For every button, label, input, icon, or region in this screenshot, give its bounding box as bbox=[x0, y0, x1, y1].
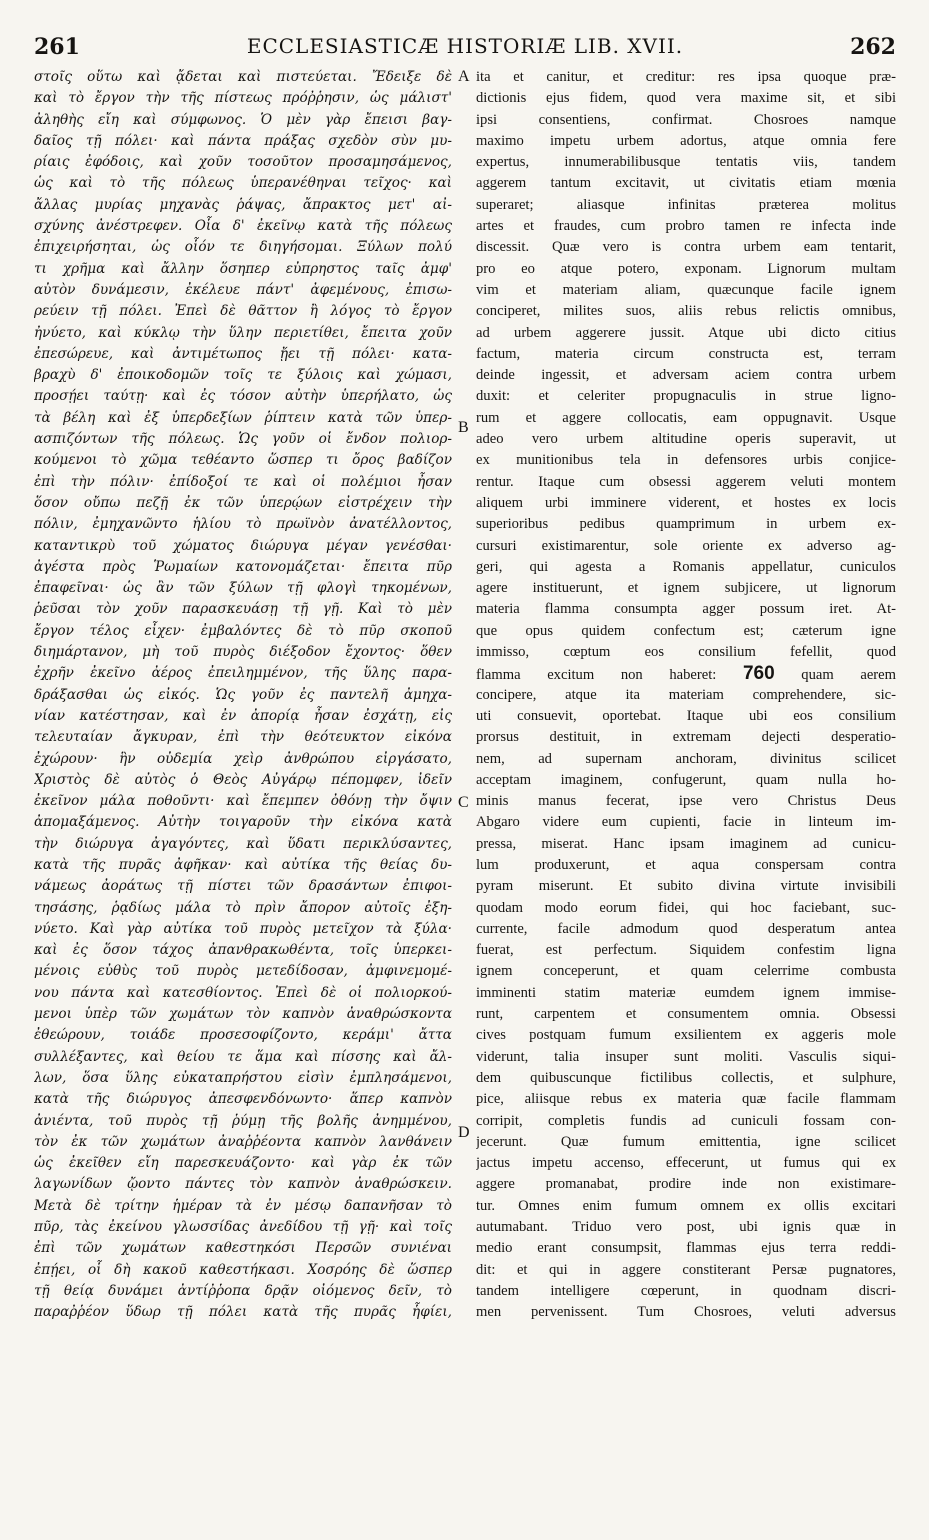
latin-text-line: concipere, atque ita materiam comprehendere, sic- bbox=[476, 686, 896, 703]
greek-text-line: πόλιν, ἐμηχανῶντο ἡλίου τὸ πρωϊνὸν ἀνατέλλοντος, bbox=[34, 516, 452, 533]
greek-text-line: ρεύειν τῇ πόλει. Ἐπεὶ δὲ θᾶττον ἢ λόγος τὸ ἔργον bbox=[34, 303, 452, 320]
latin-text-line: minis manus fecerat, ipse vero Christus Deus bbox=[476, 793, 896, 810]
greek-text-line: νίαν κατέστησαν, καὶ ἐν ἀπορίᾳ ἦσαν ἐσχάτῃ, εἰς bbox=[34, 707, 452, 724]
greek-text-line: Μετὰ δὲ τρίτην ἡμέραν τὰ ἐν μέσῳ δαπανῆσαν τὸ bbox=[34, 1197, 452, 1214]
latin-text-line: rum et aggere collocatis, eam oppugnavit. Usque bbox=[476, 409, 896, 426]
latin-text-line: adeo vero urbem altitudine operis superavit, ut bbox=[476, 431, 896, 448]
latin-text-line: que opus quidem confectum est; cæterum igne bbox=[476, 622, 896, 639]
greek-text-line: ὅσον οὔπω πεζῇ ἐκ τῶν ὑπερῴων εἰστρέχειν τὴν bbox=[34, 494, 452, 511]
greek-text-line: ῥεῦσαι τὸν χοῦν παρασκευάσῃ τῇ γῇ. Καὶ τὸ μὲν bbox=[34, 601, 452, 618]
greek-text-line: ἄλλας μυρίας μηχανὰς ῥάψας, ἄπρακτος μετ' αἰ- bbox=[34, 196, 452, 213]
greek-text-line: κατὰ τῆς διώρυγος ἀπεσφενδόνωντο· ἅπερ καπνὸν bbox=[34, 1091, 452, 1108]
greek-text-line: ἐπιχειρήσηται, ὡς οἷόν τε διηγήσομαι. Ξύλων πολύ bbox=[34, 239, 452, 256]
greek-text-line: ἐθεώρουν, τοιάδε προσεσοφίζοντο, κεράμι' ἄττα bbox=[34, 1027, 452, 1044]
latin-text-line: tandem intelligere cœperunt, in quodnam discri- bbox=[476, 1282, 896, 1299]
latin-text-line: ad urbem aggerere jussit. Atque ubi dicto citius bbox=[476, 324, 896, 341]
latin-text-line: aliquem urbi imminere viderent, et hostes ex locis bbox=[476, 494, 896, 511]
greek-text-line: διημάρτανον, μὴ τοῦ πυρὸς διέξοδον ἔχοντος· ὅθεν bbox=[34, 644, 452, 661]
greek-text-line: τὴν διώρυγα ἀγαγόντες, καὶ ὕδατι περικλύσαντες, bbox=[34, 835, 452, 852]
greek-text-line: βραχὺ δ' ἐποικοδομῶν τοῖς τε ξύλοις καὶ χώμασι, bbox=[34, 367, 452, 384]
greek-text-line: νου πάντα καὶ κατεσθίοντος. Ἐπεὶ δὲ οἱ πολιορκού- bbox=[34, 984, 452, 1001]
running-header bbox=[34, 34, 896, 64]
greek-text-line: ἀγέστα πρὸς Ῥωμαίων κατονομάζεται· ἔπειτα πῦρ bbox=[34, 558, 452, 575]
latin-text-line: medio erant consumpsit, flammas ejus terra reddi- bbox=[476, 1240, 896, 1257]
latin-text-line: geri, qui agesta a Romanis appellatur, cuniculos bbox=[476, 558, 896, 575]
latin-text-line: ipsi consentiens, confirmat. Chosroes namque bbox=[476, 111, 896, 128]
greek-text-column bbox=[34, 67, 452, 1324]
latin-text-line: expertus, innumerabilibusque tentatis viis, tandem bbox=[476, 154, 896, 171]
latin-text-line: jactus impetu accenso, effecerunt, ut fumus qui ex bbox=[476, 1155, 896, 1172]
latin-text-line: pyram miserunt. Et subito divina virtute invisibili bbox=[476, 878, 896, 895]
latin-text-line: tur. Omnes enim fumum omnem ex ollis excitari bbox=[476, 1197, 896, 1214]
greek-text-line: τῇ θείᾳ δυνάμει ἀντίῤῥοπα δρᾷν οἰόμενος δεῖν, τὸ bbox=[34, 1282, 452, 1299]
latin-text-line: acceptam imaginem, confugerunt, quam nulla ho- bbox=[476, 771, 896, 788]
margin-letter-c: C bbox=[458, 794, 469, 811]
greek-text-line: ἀνιέντα, τοῦ πυρὸς τῇ ῥύμῃ τῆς βολῆς ἀνημμένου, bbox=[34, 1112, 452, 1129]
latin-text-line: superioribus pedibus quamprimum in urbem ex- bbox=[476, 516, 896, 533]
page-number-left: 261 bbox=[34, 34, 80, 60]
greek-text-line: ἀπομαξάμενος. Αὐτὴν τοιγαροῦν τὴν εἰκόνα κατὰ bbox=[34, 814, 452, 831]
latin-text-column bbox=[476, 67, 896, 1324]
latin-text-line: quodam modo eorum fidei, qui hoc faciebant, suc- bbox=[476, 899, 896, 916]
latin-text-line: imminenti statim materiæ eumdem ignem immise- bbox=[476, 984, 896, 1001]
latin-text-line: aggerem tantum excitavit, ut civitatis etiam mœnia bbox=[476, 175, 896, 192]
greek-text-line: σχύνης ἀνέστρεφεν. Οἷα δ' ἐκεῖνῳ κατὰ τῆς πόλεως bbox=[34, 218, 452, 235]
greek-text-line: καὶ ἐς ὅσον τάχος ἀπανθρακωθέντα, τοῖς ὑπερκει- bbox=[34, 942, 452, 959]
greek-text-line: λαγωνίδων ᾤοντο πάντες τὸν καπνὸν ἀναθρώσκειν. bbox=[34, 1176, 452, 1193]
margin-letter-d: D bbox=[458, 1124, 470, 1141]
greek-text-line: μενοι ὑπὲρ τῶν χωμάτων τὸν καπνὸν ἀναθρώσκοντα bbox=[34, 1006, 452, 1023]
greek-text-line: ἀληθὴς εἴη καὶ σύμφωνος. Ὁ μὲν γὰρ ἔπεισι βαγ- bbox=[34, 111, 452, 128]
greek-text-line: Χριστὸς δὲ αὐτὸς ὁ Θεὸς Αὐγάρῳ πέπομφεν, ἰδεῖν bbox=[34, 771, 452, 788]
latin-text-line: jecerunt. Quæ fumum emittentia, igne scilicet bbox=[476, 1133, 896, 1150]
latin-text-line: deinde ingessit, et adversam aciem contra urbem bbox=[476, 367, 896, 384]
latin-text-line: agere instituerunt, et ignem subjicere, ut lignorum bbox=[476, 580, 896, 597]
latin-text-line: uti consuevit, oportebat. Itaque ubi eos consilium bbox=[476, 707, 896, 724]
greek-text-line: ἐχρῆν ἐκεῖνο ἀέρος ἐπειλημμένον, τῆς ὕλης παρα- bbox=[34, 665, 452, 682]
greek-text-line: ὡς ἐκεῖθεν εἴη παρεσκευάζοντο· καὶ γὰρ ἐκ τῶν bbox=[34, 1155, 452, 1172]
latin-text-line: duxit: et celeriter propugnaculis in strue ligno- bbox=[476, 388, 896, 405]
latin-text-line: ita et canitur, et creditur: res ipsa quoque præ- bbox=[476, 69, 896, 85]
greek-text-line: αὐτὸν δυνάμεσιν, ἐκέλευε πάντ' ἀφεμένους, ἐπισω- bbox=[34, 281, 452, 298]
greek-text-line: ἐπῄει, οἷ δὴ κακοῦ καθεστήκασι. Χοσρόης δὲ ὥσπερ bbox=[34, 1261, 452, 1278]
greek-text-line: τελευταίαν ἄγκυραν, ἐπὶ τὴν θεότευκτον εἰκόνα bbox=[34, 729, 452, 746]
latin-text-line: runt, carpentem et consumentem omnia. Obsessi bbox=[476, 1006, 896, 1023]
latin-text-line: immisso, cœptum eos consilium fefellit, quod bbox=[476, 644, 896, 661]
margin-letter-a: A bbox=[458, 68, 470, 85]
latin-text-line: corripit, completis fundis ad cuniculi fossam con- bbox=[476, 1112, 896, 1129]
greek-text-line: νάμεως ἀοράτως τῇ πίστει τῶν δρασάντων ἐπιφοι- bbox=[34, 878, 452, 895]
column-page-number: 760 bbox=[742, 663, 775, 685]
greek-text-line: παραῤῥέον ὕδωρ τῇ πόλει κατὰ τῆς πυρᾶς ἧφίει, bbox=[34, 1304, 452, 1321]
latin-text-line: aggere promanabat, prodire inde non existimare- bbox=[476, 1176, 896, 1193]
greek-text-line: μένοις εὐθὺς τοῦ πυρὸς μετεδίδοσαν, ἀμφινεμομέ- bbox=[34, 963, 452, 980]
greek-text-line: τι χρῆμα καὶ ἄλλην ὅσηπερ εὐπρηστος ταῖς ἀμφ' bbox=[34, 260, 452, 277]
latin-text-line: dem quibuscunque fictilibus collectis, et sulphure, bbox=[476, 1069, 896, 1086]
latin-text-line: fuerat, est perfectum. Siquidem confestim ligna bbox=[476, 942, 896, 959]
latin-text-line: flamma excitum non haberet: 760 quam aerem bbox=[476, 663, 896, 685]
latin-text-line: cursuri existimarentur, sole oriente ex adverso ag- bbox=[476, 537, 896, 554]
latin-text-line: viderunt, talia insuper sunt moliti. Vasculis siqui- bbox=[476, 1048, 896, 1065]
latin-text-line: conciperet, milites suos, aliis rebus relictis omnibus, bbox=[476, 303, 896, 320]
latin-text-line: men pervenissent. Tum Chosroes, veluti adversus bbox=[476, 1304, 896, 1321]
greek-text-line: καὶ τὸ ἔργον τὴν τῆς πίστεως πρόῤῥησιν, ὡς μάλιστ' bbox=[34, 90, 452, 107]
greek-text-line: ἐκεῖνον μάλα ποθοῦντι· καὶ ἔπεμπεν ὀθόνῃ τὴν ὄψιν bbox=[34, 793, 452, 810]
latin-text-line: vim et materiam aliam, quæcunque facile ignem bbox=[476, 281, 896, 298]
latin-text-line: prorsus destituit, in extremam dejecti desperatio- bbox=[476, 729, 896, 746]
greek-text-line: ἐπαφεῖναι· ὡς ἂν τῶν ξύλων τῇ φλογὶ τηκομένων, bbox=[34, 580, 452, 597]
latin-text-line: maximo impetu urbem adortus, atque omnia fere bbox=[476, 132, 896, 149]
greek-text-line: ἐπεσώρευε, καὶ ἀντιμέτωπος ᾔει τῇ πόλει· κατα- bbox=[34, 345, 452, 362]
greek-text-line: δράξασθαι ὡς εἰκός. Ὡς γοῦν ἐς παντελῆ ἀμηχα- bbox=[34, 686, 452, 703]
greek-text-line: συλλέξαντες, καὶ θείου τε ἅμα καὶ πίσσης καὶ ἄλ- bbox=[34, 1048, 452, 1065]
greek-text-line: κούμενοι τὸ χῶμα τεθέαντο ὥσπερ τι ὄρος βαδίζον bbox=[34, 452, 452, 469]
greek-text-line: στοῖς οὕτω καὶ ᾄδεται καὶ πιστεύεται. Ἔδειξε δὲ bbox=[34, 69, 452, 85]
greek-text-line: προσῄει ταύτῃ· καὶ ἐς τόσον αὐτὴν ὑπερήλατο, ὡς bbox=[34, 388, 452, 405]
greek-text-line: ὡς καὶ τὸ τῆς πόλεως ὑπερανέθηναι τεῖχος· καὶ bbox=[34, 175, 452, 192]
latin-text-line: pressa, miserat. Hanc ipsam imaginem ad cunicu- bbox=[476, 835, 896, 852]
greek-text-line: καταντικρὺ τοῦ χώματος διώρυγα μέγαν γενέσθαι· bbox=[34, 537, 452, 554]
greek-text-line: ασπιζόντων τῆς πόλεως. Ὡς γοῦν οἱ ἔνδον πολιορ- bbox=[34, 431, 452, 448]
greek-text-line: τὸν ἐκ τῶν χωμάτων ἀναῤῥέοντα καπνὸν λανθάνειν bbox=[34, 1133, 452, 1150]
latin-text-line: currente, facile admodum quod desperatum antea bbox=[476, 920, 896, 937]
latin-text-line: artes et fraudes, cum probro tamen re infecta inde bbox=[476, 218, 896, 235]
latin-text-line: dictionis ejus fidem, quod vera maxime sit, et sibi bbox=[476, 90, 896, 107]
greek-text-line: ἐχώρουν· ἣν οὐδεμία χεὶρ ἀνθρώπου εἰργάσατο, bbox=[34, 750, 452, 767]
latin-text-line: ex munitionibus tela in defensores urbis conjice- bbox=[476, 452, 896, 469]
latin-text-line: nem, ad supernam anchoram, divinitus scilicet bbox=[476, 750, 896, 767]
greek-text-line: ἐπὶ τὴν πόλιν· ἐπίδοξοί τε καὶ οἱ πολέμιοι ἦσαν bbox=[34, 473, 452, 490]
latin-text-line: pro eo atque potero, exponam. Lignorum multam bbox=[476, 260, 896, 277]
greek-text-line: κατὰ τῆς πυρᾶς ἀφῆκαν· καὶ αὐτίκα τῆς θείας δυ- bbox=[34, 856, 452, 873]
greek-text-line: δαῖος τῇ πόλει· καὶ πάντα πράξας σχεδὸν σὺν μυ- bbox=[34, 132, 452, 149]
latin-text-line: discessit. Quæ vero is contra urbem eam tentarit, bbox=[476, 239, 896, 256]
greek-text-line: ἔργον τέλος εἶχεν· ἐμβαλόντες δὲ τὸ πῦρ σκοποῦ bbox=[34, 622, 452, 639]
greek-text-line: τὰ βέλη καὶ ἐξ ὑπερδεξίων ῥίπτειν κατὰ τῶν ὑπερ- bbox=[34, 409, 452, 426]
latin-text-line: factum, materia circum constructa est, terram bbox=[476, 345, 896, 362]
latin-text-line: materia flamma consumpta agger possum iret. At- bbox=[476, 601, 896, 618]
greek-text-line: πῦρ, τὰς ἐκείνου γλωσσίδας ἀνεδίδου τῇ γῇ· καὶ τοῖς bbox=[34, 1219, 452, 1236]
latin-text-line: lum produxerunt, et aqua conspersam contra bbox=[476, 856, 896, 873]
latin-text-line: ignem conceperunt, et quam celerrime combusta bbox=[476, 963, 896, 980]
margin-letter-b: B bbox=[458, 419, 469, 436]
latin-text-line: cives postquam fumum exsilientem ex aggeris mole bbox=[476, 1027, 896, 1044]
latin-text-line: Abgaro videre eum cupienti, facie in linteum im- bbox=[476, 814, 896, 831]
greek-text-line: ἠνύετο, καὶ κύκλῳ τὴν ὕλην περιετίθει, ἔπειτα χοῦν bbox=[34, 324, 452, 341]
greek-text-line: λων, ὅσα ὕλης εὐκαταπρήστου εἰσὶν ἐμπλησάμενοι, bbox=[34, 1069, 452, 1086]
page-number-right: 262 bbox=[850, 34, 896, 60]
latin-text-line: autumabant. Triduo vero post, ubi ignis quæ in bbox=[476, 1219, 896, 1236]
greek-text-line: νύετο. Καὶ γὰρ αὐτίκα τοῦ πυρὸς μετεῖχον τὰ ξύλα· bbox=[34, 920, 452, 937]
greek-text-line: ἐπὶ τῶν χωμάτων καθεστηκόσι Περσῶν συνιέναι bbox=[34, 1240, 452, 1257]
greek-text-line: ρίαις ἐφόδοις, καὶ χοῦν τοσοῦτον προσαμησάμενος, bbox=[34, 154, 452, 171]
greek-text-line: τησάσης, ῥᾳδίως μάλα τὸ πρὶν ἄπορον αὐτοῖς ἐξη- bbox=[34, 899, 452, 916]
latin-text-line: pice, aliisque rebus ex materia quæ facile flammam bbox=[476, 1091, 896, 1108]
latin-text-line: superaret; aliasque infinitas præterea molitus bbox=[476, 196, 896, 213]
running-title: ECCLESIASTICÆ HISTORIÆ LIB. XVII. bbox=[246, 34, 684, 58]
latin-text-line: dit: et qui in aggere constiterant Persæ pugnatores, bbox=[476, 1261, 896, 1278]
latin-text-line: rentur. Itaque cum obsessi aggerem veluti montem bbox=[476, 473, 896, 490]
